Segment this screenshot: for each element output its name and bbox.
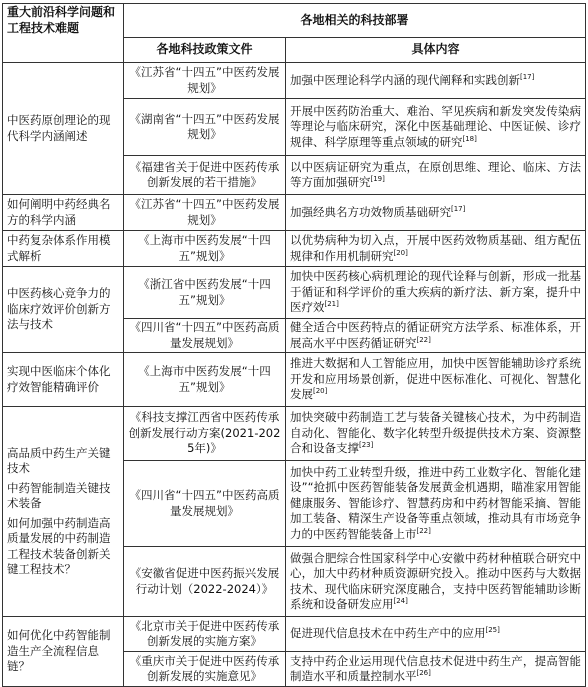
citation-ref: [17] — [451, 204, 466, 213]
content-cell — [286, 547, 586, 617]
doc-cell: 《浙江省中医药发展“十四五”规划》 — [124, 267, 286, 319]
doc-cell: 《上海市中医药发展“十四五”规划》 — [124, 353, 286, 407]
question-cell — [3, 407, 124, 617]
content-cell — [286, 407, 586, 461]
content-text: 推进大数据和人工智能应用，加快中医智能辅助诊疗系统开发和应用场景创新，促进中医标准化、可视化、智慧化发展 — [290, 356, 582, 402]
doc-cell: 《北京市关于促进中医药传承创新发展的实施方案》 — [124, 617, 286, 652]
table-row — [3, 231, 586, 267]
header-group: 各地相关的科技部署 — [124, 4, 586, 38]
citation-ref: [26] — [416, 669, 431, 678]
policy-table — [2, 3, 586, 687]
citation-ref: [20] — [393, 248, 408, 257]
table-row — [3, 353, 586, 407]
content-cell — [286, 63, 586, 99]
doc-cell: 《江苏省“十四五”中医药发展规划》 — [124, 195, 286, 231]
content-text: 加强经典名方功效物质基础研究 — [290, 204, 451, 219]
content-cell — [286, 319, 586, 353]
content-text: 做强合肥综合性国家科学中心安徽中药材种植联合研究中心，加大中药材种质资源研究投入。推动中医药与大数据技术、现代临床研究深度融合，支持中医药智能辅助诊断系统和设备研发应用 — [290, 550, 582, 611]
doc-cell: 《江苏省“十四五”中医药发展规划》 — [124, 63, 286, 99]
question-line: 如何加强中药制造高质量发展的中药制造工程技术装备创新关键工程技术？ — [7, 515, 111, 576]
content-text: 加快中药工业转型升级，推进中药工业数字化、智能化建设”“抢抓中医药智能装备发展黄金机遇期，瞄准家用智能健康服务、智能诊疗、智慧药房和中药材智能采摘、智能加工装备、精深生产设备等重点领域，推动具有市场竞争力的中医药智能装备上市 — [290, 464, 582, 541]
content-text: 促进现代信息技术在中药生产中的应用 — [290, 626, 486, 641]
table-header-row — [3, 4, 586, 38]
header-content-column: 具体内容 — [286, 38, 586, 63]
table-row — [3, 267, 586, 319]
citation-ref: [23] — [359, 441, 374, 450]
table-row — [3, 63, 586, 99]
citation-ref: [19] — [370, 175, 385, 184]
citation-ref: [25] — [485, 626, 500, 635]
doc-cell: 《安徽省促进中医药振兴发展行动计划（2022-2024）》 — [124, 547, 286, 617]
citation-ref: [21] — [324, 300, 339, 309]
question-cell: 中医药原创理论的现代科学内涵阐述 — [3, 63, 124, 195]
content-cell — [286, 99, 586, 156]
content-text: 以优势病种为切入点，开展中医药效物质基础、组方配伍规律和作用机制研究 — [290, 233, 582, 263]
content-cell — [286, 461, 586, 547]
question-line: 高品质中药生产关键技术 — [7, 445, 111, 475]
citation-ref: [20] — [313, 387, 328, 396]
content-text: 开展中医药防治重大、难治、罕见疾病和新发突发传染病等理论与临床研究，深化中医基础理论、中医证候、诊疗规律、科学原理等重点领域的研究 — [290, 103, 582, 149]
content-text: 健全适合中医药特点的循证研究方法学系、标准体系，开展高水平中医药循证研究 — [290, 320, 582, 350]
content-text: 加快中医药核心病机理论的现代诠释与创新，形成一批基于循证和科学评价的重大疾病的新疗法、新方案，提升中医疗效 — [290, 269, 582, 315]
question-cell: 中医药核心竞争力的临床疗效评价创新方法与技术 — [3, 267, 124, 353]
question-cell: 如何阐明中药经典名方的科学内涵 — [3, 195, 124, 231]
question-cell: 如何优化中药智能制造生产全流程信息链？ — [3, 617, 124, 687]
content-text: 加快突破中药制造工艺与装备关键核心技术，为中药制造自动化、智能化、数字化转型升级提供技术方案、资源整合和设备支撑 — [290, 410, 582, 456]
header-doc-column: 各地科技政策文件 — [124, 38, 286, 63]
citation-ref: [17] — [520, 72, 535, 81]
doc-cell: 《湖南省“十四五”中医药发展规划》 — [124, 99, 286, 156]
doc-cell: 《重庆市关于促进中医药传承创新发展的实施意见》 — [124, 652, 286, 687]
content-cell — [286, 652, 586, 687]
table-row — [3, 617, 586, 652]
content-cell — [286, 617, 586, 652]
question-line: 中药智能制造关键技术装备 — [7, 480, 111, 510]
content-cell — [286, 156, 586, 195]
content-cell — [286, 353, 586, 407]
question-cell: 实现中医临床个体化疗效智能精确评价 — [3, 353, 124, 407]
doc-cell: 《福建省关于促进中医药传承创新发展的若干措施》 — [124, 156, 286, 195]
content-text: 加强中医理论科学内涵的现代阐释和实践创新 — [290, 72, 520, 87]
citation-ref: [24] — [393, 597, 408, 606]
content-cell — [286, 195, 586, 231]
header-corner: 重大前沿科学问题和工程技术难题 — [3, 4, 124, 63]
content-cell — [286, 267, 586, 319]
content-text: 以中医病证研究为重点，在原创思维、理论、临床、方法等方面加强研究 — [290, 159, 582, 189]
citation-ref: [22] — [416, 526, 431, 535]
table-row — [3, 407, 586, 461]
content-cell — [286, 231, 586, 267]
table-row — [3, 195, 586, 231]
content-text: 支持中药企业运用现代信息技术促进中药生产，提高智能制造水平和质量控制水平 — [290, 653, 582, 683]
question-cell: 中药复杂体系作用模式解析 — [3, 231, 124, 267]
citation-ref: [18] — [462, 134, 477, 143]
doc-cell: 《四川省“十四五”中医药高质量发展规划》 — [124, 319, 286, 353]
doc-cell: 《科技支撑江西省中医药传承创新发展行动方案(2021-2025年)》 — [124, 407, 286, 461]
doc-cell: 《上海市中医药发展“十四五”规划》 — [124, 231, 286, 267]
doc-cell: 《四川省“十四五”中医药高质量发展规划》 — [124, 461, 286, 547]
citation-ref: [22] — [416, 335, 431, 344]
